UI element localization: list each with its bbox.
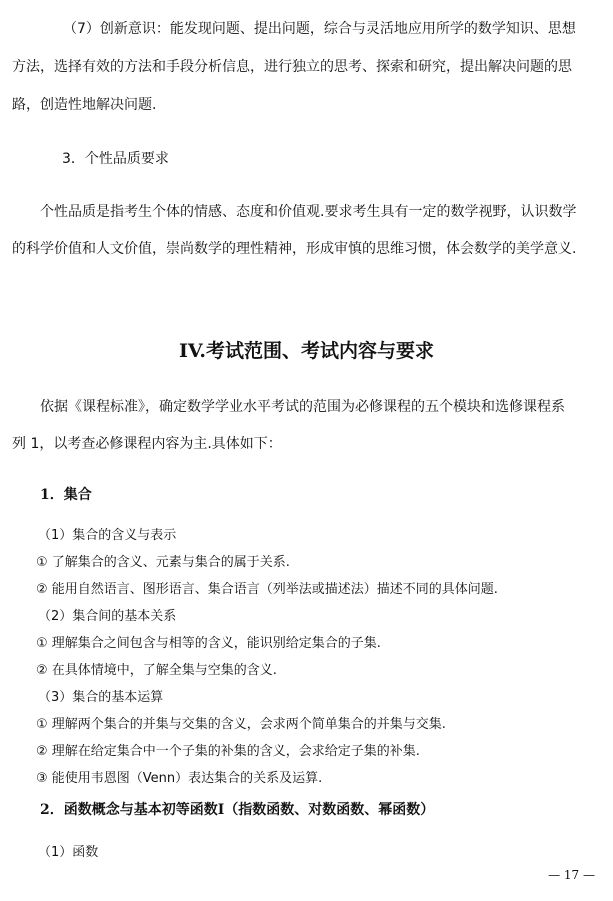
paragraph-line: （7）创新意识：能发现问题、提出问题，综合与灵活地应用所学的数学知识、思想 xyxy=(63,21,576,37)
section-title: 2．函数概念与基本初等函数Ⅰ（指数函数、对数函数、幂函数） xyxy=(40,802,435,818)
subsection-title: （2）集合间的基本关系 xyxy=(38,609,177,624)
paragraph-line: 方法，选择有效的方法和手段分析信息，进行独立的思考、探索和研究，提出解决问题的思 xyxy=(12,59,572,75)
subsection-title: （1）函数 xyxy=(38,845,99,860)
list-item: ① 理解两个集合的并集与交集的含义，会求两个简单集合的并集与交集. xyxy=(36,717,446,732)
paragraph-line: 个性品质是指考生个体的情感、态度和价值观.要求考生具有一定的数学视野，认识数学 xyxy=(40,204,577,220)
subsection-title: （3）集合的基本运算 xyxy=(38,690,164,705)
paragraph-line: 的科学价值和人文价值，崇尚数学的理性精神，形成审慎的思维习惯，体会数学的美学意义. xyxy=(12,241,577,257)
list-item: ② 能用自然语言、图形语言、集合语言（列举法或描述法）描述不同的具体问题. xyxy=(36,582,498,597)
list-item: ① 理解集合之间包含与相等的含义，能识别给定集合的子集. xyxy=(36,636,381,651)
list-item: ③ 能使用韦恩图（Venn）表达集合的关系及运算. xyxy=(36,771,323,786)
list-item: ① 了解集合的含义、元素与集合的属于关系. xyxy=(36,555,290,570)
page-number: — 17 — xyxy=(548,868,595,882)
paragraph-line: 列 1，以考查必修课程内容为主.具体如下： xyxy=(12,436,282,452)
section-title: 3．个性品质要求 xyxy=(62,151,169,167)
subsection-title: （1）集合的含义与表示 xyxy=(38,528,177,543)
section-title: 1．集合 xyxy=(40,487,92,503)
chapter-heading: IV.考试范围、考试内容与要求 xyxy=(179,340,434,362)
list-item: ② 在具体情境中，了解全集与空集的含义. xyxy=(36,663,277,678)
list-item: ② 理解在给定集合中一个子集的补集的含义，会求给定子集的补集. xyxy=(36,744,420,759)
paragraph-line: 依据《课程标准》，确定数学学业水平考试的范围为必修课程的五个模块和选修课程系 xyxy=(40,399,565,415)
paragraph-line: 路，创造性地解决问题. xyxy=(12,97,157,113)
